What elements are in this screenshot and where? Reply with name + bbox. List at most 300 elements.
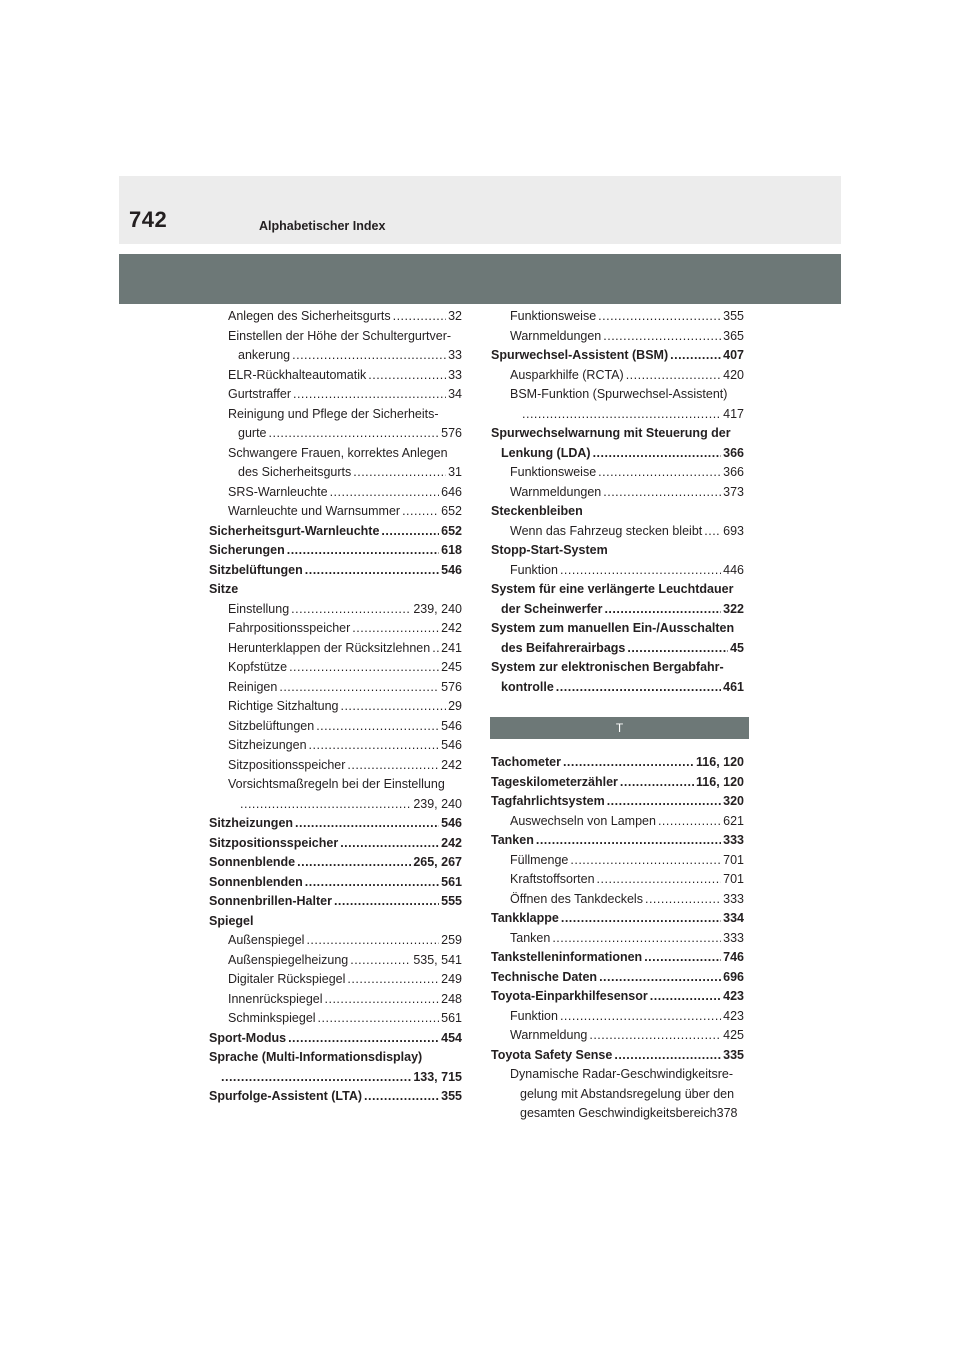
index-entry-row	[491, 753, 744, 773]
index-entry-line: Stopp-Start-System	[491, 543, 608, 557]
page-reference: 322	[723, 601, 744, 616]
index-entry-row	[510, 851, 744, 871]
index-entry	[209, 873, 462, 893]
index-entry	[209, 814, 462, 834]
index-entry-row	[228, 502, 462, 522]
dot-leader	[295, 814, 439, 834]
page-reference: 239, 240	[413, 601, 462, 616]
index-entry-line: Spurwechselwarnung mit Steuerung der	[491, 426, 731, 440]
dot-leader	[522, 405, 721, 425]
index-term: Warnmeldung	[510, 1028, 588, 1042]
index-entry-line: BSM-Funktion (Spurwechsel-Assistent)	[510, 387, 728, 401]
section-banner	[119, 254, 841, 304]
index-entry	[209, 717, 462, 737]
index-entry	[209, 561, 462, 581]
dot-leader	[607, 792, 721, 812]
index-entry	[209, 658, 462, 678]
index-entry-row	[510, 561, 744, 581]
dot-leader	[306, 931, 439, 951]
index-entry-row	[228, 346, 462, 366]
index-entry	[209, 600, 462, 620]
index-entry	[209, 502, 462, 522]
dot-leader	[240, 795, 411, 815]
page-reference: 365	[723, 328, 744, 343]
index-entry-row	[228, 795, 462, 815]
index-entry	[491, 307, 744, 327]
page-reference: 259	[441, 933, 462, 947]
page-reference: 29	[448, 699, 462, 713]
index-entry	[491, 658, 744, 697]
index-entry	[209, 931, 462, 951]
page-reference: 333	[723, 891, 744, 906]
index-term: Warnleuchte und Warnsummer	[228, 504, 401, 518]
index-term: Sitzbelüftungen	[209, 562, 303, 577]
dot-leader	[597, 870, 722, 890]
index-term: Gurtstraffer	[228, 387, 291, 401]
page-reference: 242	[441, 621, 462, 635]
index-term: ankerung	[238, 348, 291, 362]
page-reference: 33	[448, 348, 462, 362]
index-entry-row	[228, 990, 462, 1010]
dot-leader	[614, 1046, 721, 1066]
index-entry	[209, 385, 462, 405]
index-entry	[491, 385, 744, 424]
index-entry	[491, 1046, 744, 1066]
dot-leader	[402, 502, 439, 522]
index-entry-row	[209, 1068, 462, 1088]
page-reference: 423	[723, 1008, 744, 1023]
index-term: Tankstelleninformationen	[491, 950, 643, 964]
index-entry-row	[491, 948, 744, 968]
dot-leader	[626, 366, 721, 386]
index-entry	[209, 970, 462, 990]
page-reference: 461	[723, 679, 744, 694]
index-entry-row	[209, 814, 462, 834]
index-entry-row	[228, 970, 462, 990]
dot-leader	[288, 1029, 439, 1049]
dot-leader	[556, 678, 721, 698]
dot-leader	[347, 756, 439, 776]
dot-leader	[603, 483, 721, 503]
index-column-left	[209, 307, 462, 1107]
index-entry-row	[228, 658, 462, 678]
index-entry-row	[510, 929, 744, 949]
dot-leader	[340, 834, 439, 854]
page-reference: 366	[723, 465, 744, 479]
dot-leader	[340, 697, 446, 717]
index-term: ELR-Rückhalteautomatik	[228, 367, 367, 382]
index-term: Außenspiegel	[228, 933, 305, 947]
index-entry-row	[510, 890, 744, 910]
index-entry-line: System für eine verlängerte Leuchtdauer	[491, 582, 734, 596]
index-term: Spurwechsel-Assistent (BSM)	[491, 348, 669, 362]
index-entry	[491, 753, 744, 773]
index-entry	[491, 968, 744, 988]
dot-leader	[644, 948, 721, 968]
index-entry	[491, 987, 744, 1007]
index-term: Spurfolge-Assistent (LTA)	[209, 1089, 363, 1103]
index-entry	[209, 853, 462, 873]
dot-leader	[221, 1068, 411, 1088]
index-term: Sitzpositionsspeicher	[228, 757, 346, 772]
index-entry	[209, 1087, 462, 1107]
index-entry-row	[510, 366, 744, 386]
page-reference: 355	[723, 309, 744, 323]
page-number: 742	[129, 207, 168, 232]
index-entry-row	[491, 444, 744, 464]
dot-leader	[287, 541, 439, 561]
index-entry-row	[228, 424, 462, 444]
index-entry-row	[228, 483, 462, 503]
dot-leader	[563, 753, 694, 773]
dot-leader	[368, 366, 446, 386]
index-entry	[209, 327, 462, 366]
index-entry	[209, 990, 462, 1010]
page-reference: 746	[723, 950, 744, 964]
index-term: Füllmenge	[510, 852, 569, 867]
index-entry-row	[510, 522, 744, 542]
dot-leader	[309, 736, 440, 756]
page-reference: 652	[441, 504, 462, 518]
dot-leader	[570, 851, 721, 871]
dot-leader	[604, 600, 721, 620]
page-reference: 454	[441, 1030, 462, 1045]
index-entry	[209, 834, 462, 854]
index-term: kontrolle	[501, 679, 554, 694]
index-entry-row	[209, 1087, 462, 1107]
page-reference: 242	[441, 757, 462, 772]
index-entry-row	[491, 1046, 744, 1066]
index-entry	[209, 775, 462, 814]
page-reference: 646	[441, 484, 462, 499]
index-entry	[491, 812, 744, 832]
index-term: Tanken	[491, 833, 534, 847]
index-term: Kraftstoffsorten	[510, 872, 595, 886]
dot-leader	[536, 831, 721, 851]
index-entry	[491, 890, 744, 910]
index-entry	[209, 619, 462, 639]
index-entry-row	[491, 909, 744, 929]
dot-leader	[350, 951, 411, 971]
index-entry-row	[228, 736, 462, 756]
index-entry	[491, 619, 744, 658]
page-reference: 701	[723, 872, 744, 886]
index-entry	[491, 929, 744, 949]
index-entry-row	[510, 307, 744, 327]
index-entry-row	[510, 870, 744, 890]
page-reference: 420	[723, 367, 744, 382]
dot-leader	[291, 600, 411, 620]
index-entry-row	[491, 987, 744, 1007]
dot-leader	[589, 1026, 721, 1046]
page-reference: 265, 267	[413, 855, 462, 869]
index-entry	[209, 1048, 462, 1087]
index-entry-row	[228, 639, 462, 659]
dot-leader	[598, 307, 721, 327]
page-reference: 116, 120	[696, 774, 744, 789]
index-group-s	[491, 307, 744, 697]
index-entry	[209, 892, 462, 912]
index-term: Toyota Safety Sense	[491, 1047, 613, 1062]
index-entry	[209, 951, 462, 971]
index-term: Innenrückspiegel	[228, 991, 323, 1006]
page-reference: 333	[723, 833, 744, 847]
index-entry	[209, 756, 462, 776]
index-entry-row	[510, 327, 744, 347]
page-reference: 561	[441, 874, 462, 889]
dot-leader	[318, 1009, 440, 1029]
index-entry-row	[510, 405, 744, 425]
index-entry	[491, 541, 744, 561]
index-entry-line: Reinigung und Pflege der Sicherheits-	[228, 406, 439, 421]
dot-leader	[347, 970, 439, 990]
index-term: Tachometer	[491, 755, 561, 769]
index-entry-row	[228, 385, 462, 405]
index-entry-line: Dynamische Radar-Geschwindigkeitsre-	[510, 1067, 733, 1081]
index-entry-line: System zur elektronischen Bergabfahr-	[491, 660, 724, 674]
index-term: Funktion	[510, 1008, 558, 1023]
dot-leader	[269, 424, 440, 444]
page-reference: 32	[448, 309, 462, 323]
dot-leader	[305, 873, 439, 893]
page-reference: 249	[441, 972, 462, 986]
page-reference: 245	[441, 660, 462, 674]
index-term: Tankklappe	[491, 911, 559, 925]
index-term: Ausparkhilfe (RCTA)	[510, 367, 624, 382]
index-entry-line: Steckenbleiben	[491, 504, 583, 518]
header-bar	[119, 176, 841, 244]
page-reference: 576	[441, 426, 462, 440]
page-reference: 576	[441, 679, 462, 694]
index-term: des Sicherheitsgurts	[238, 465, 352, 479]
index-term: Sitzheizungen	[228, 738, 307, 752]
index-entry-row	[491, 346, 744, 366]
index-term: Lenkung (LDA)	[501, 445, 591, 460]
index-term: Sonnenblenden	[209, 874, 303, 889]
index-term: Sonnenbrillen-Halter	[209, 894, 332, 908]
index-entry-row	[491, 831, 744, 851]
index-entry-line: Spiegel	[209, 913, 254, 928]
index-entry-row	[209, 853, 462, 873]
index-entry-row	[510, 483, 744, 503]
index-term: Digitaler Rückspiegel	[228, 972, 346, 986]
index-entry-row	[228, 600, 462, 620]
page-reference: 34	[448, 387, 462, 401]
index-term: Sitzpositionsspeicher	[209, 835, 339, 850]
index-term: Funktionsweise	[510, 465, 597, 479]
index-entry-row	[491, 792, 744, 812]
index-term: Warnmeldungen	[510, 328, 602, 343]
index-entry-row	[209, 1029, 462, 1049]
index-entry	[209, 483, 462, 503]
index-entry-row	[510, 1007, 744, 1027]
index-entry-row	[228, 931, 462, 951]
index-entry-line: Sprache (Multi-Informationsdisplay)	[209, 1050, 423, 1064]
page-reference: 546	[441, 816, 462, 830]
dot-leader	[316, 717, 439, 737]
dot-leader	[593, 444, 722, 464]
index-entry	[491, 948, 744, 968]
index-entry	[491, 870, 744, 890]
dot-leader	[292, 346, 446, 366]
dot-leader	[364, 1087, 439, 1107]
page-reference: 133, 715	[413, 1069, 462, 1084]
dot-leader	[650, 987, 721, 1007]
index-entry-row	[510, 1026, 744, 1046]
dot-leader	[560, 1007, 721, 1027]
page-reference: 693	[723, 523, 744, 538]
page-reference: 696	[723, 969, 744, 984]
index-entry	[491, 502, 744, 522]
index-entry	[491, 1065, 744, 1124]
dot-leader	[393, 307, 446, 327]
index-entry	[209, 1009, 462, 1029]
page-reference: 701	[723, 852, 744, 867]
index-entry-line: Schwangere Frauen, korrektes Anlegen	[228, 445, 448, 460]
page-reference: 241	[441, 640, 462, 655]
dot-leader	[432, 639, 439, 659]
index-entry-row	[228, 697, 462, 717]
index-entry-line: gesamten Geschwindigkeitsbereich378	[520, 1106, 738, 1120]
index-term: Warnmeldungen	[510, 484, 602, 499]
page-reference: 45	[730, 640, 744, 655]
index-term: Sonnenblende	[209, 855, 296, 869]
index-entry	[491, 424, 744, 463]
dot-leader	[552, 929, 721, 949]
index-term: SRS-Warnleuchte	[228, 484, 328, 499]
index-entry	[209, 307, 462, 327]
page-reference: 366	[723, 445, 744, 460]
dot-leader	[658, 812, 721, 832]
dot-leader	[670, 346, 721, 366]
page-reference: 423	[723, 989, 744, 1003]
index-entry-row	[209, 522, 462, 542]
index-entry	[491, 483, 744, 503]
dot-leader	[627, 639, 728, 659]
index-entry	[491, 909, 744, 929]
index-entry-row	[228, 756, 462, 776]
index-entry	[209, 541, 462, 561]
index-term: Sicherungen	[209, 543, 285, 557]
index-entry-row	[209, 873, 462, 893]
dot-leader	[598, 463, 721, 483]
index-term: Funktionsweise	[510, 309, 597, 323]
index-entry-row	[228, 951, 462, 971]
page-reference: 417	[723, 406, 744, 421]
dot-leader	[352, 619, 439, 639]
index-term: Kopfstütze	[228, 660, 288, 674]
index-entry-row	[209, 541, 462, 561]
index-term: Funktion	[510, 562, 558, 577]
page-reference: 373	[723, 484, 744, 499]
index-entry	[491, 792, 744, 812]
index-entry	[491, 1026, 744, 1046]
index-entry-line: Vorsichtsmaßregeln bei der Einstellung	[228, 777, 445, 791]
index-term: Sport-Modus	[209, 1030, 287, 1045]
index-entry	[491, 773, 744, 793]
page-reference: 31	[448, 465, 462, 479]
index-term: Anlegen des Sicherheitsgurts	[228, 309, 391, 323]
index-term: des Beifahrerairbags	[501, 640, 626, 655]
page-reference: 446	[723, 562, 744, 577]
index-entry-row	[491, 773, 744, 793]
page-reference: 546	[441, 718, 462, 733]
index-entry	[491, 346, 744, 366]
page-reference: 239, 240	[413, 796, 462, 811]
index-entry-row	[228, 463, 462, 483]
page-reference: 618	[441, 543, 462, 557]
index-entry-line: gelung mit Abstandsregelung über den	[520, 1086, 735, 1101]
page-reference: 248	[441, 991, 462, 1006]
index-entry-row	[510, 812, 744, 832]
dot-leader	[305, 561, 439, 581]
page-reference: 334	[723, 911, 744, 925]
index-entry-row	[228, 1009, 462, 1029]
dot-leader	[330, 483, 440, 503]
page-reference: 407	[723, 348, 744, 362]
section-title: Alphabetischer Index	[259, 219, 386, 233]
index-entry	[209, 580, 462, 600]
index-entry	[491, 831, 744, 851]
dot-leader	[289, 658, 439, 678]
index-entry-row	[510, 463, 744, 483]
page-reference: 355	[441, 1089, 462, 1103]
index-term: Öffnen des Tankdeckels	[510, 891, 643, 906]
index-term: Wenn das Fahrzeug stecken bleibt	[510, 523, 703, 538]
dot-leader	[620, 773, 694, 793]
index-entry-row	[228, 717, 462, 737]
page-reference: 561	[441, 1011, 462, 1025]
index-entry	[209, 522, 462, 542]
index-term: Auswechseln von Lampen	[510, 813, 656, 828]
index-entry-row	[491, 968, 744, 988]
index-entry-row	[228, 307, 462, 327]
page-reference: 33	[448, 367, 462, 382]
index-term: Sitzheizungen	[209, 816, 294, 830]
dot-leader	[293, 385, 446, 405]
index-entry	[491, 580, 744, 619]
page-reference: 320	[723, 794, 744, 808]
dot-leader	[603, 327, 721, 347]
page-reference: 242	[441, 835, 462, 850]
dot-leader	[560, 561, 721, 581]
dot-leader	[334, 892, 439, 912]
index-entry-line: Sitze	[209, 582, 239, 596]
index-entry-row	[228, 678, 462, 698]
page-reference: 335	[723, 1047, 744, 1062]
page-reference: 535, 541	[413, 952, 462, 967]
index-entry	[491, 366, 744, 386]
index-term: Richtige Sitzhaltung	[228, 699, 339, 713]
index-entry	[209, 912, 462, 932]
index-term: Reinigen	[228, 679, 278, 694]
index-entry	[491, 851, 744, 871]
index-term: Tagfahrlichtsystem	[491, 794, 605, 808]
letter-heading: T	[490, 717, 749, 739]
index-entry	[209, 366, 462, 386]
index-entry	[209, 678, 462, 698]
index-entry-row	[209, 892, 462, 912]
index-term: Fahrpositionsspeicher	[228, 621, 351, 635]
dot-leader	[381, 522, 439, 542]
index-term: Technische Daten	[491, 969, 598, 984]
page-reference: 425	[723, 1028, 744, 1042]
index-entry	[491, 561, 744, 581]
index-term: Schminkspiegel	[228, 1011, 316, 1025]
index-entry-row	[491, 600, 744, 620]
page-reference: 333	[723, 930, 744, 945]
dot-leader	[279, 678, 439, 698]
